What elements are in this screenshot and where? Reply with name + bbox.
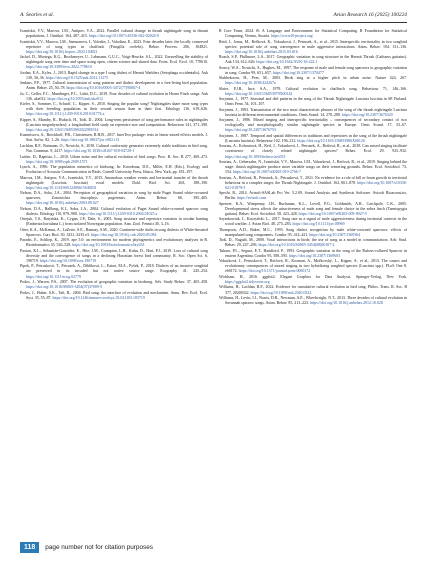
reference-doi-link[interactable]: https://doi.org/10.1163/156853979X00142 [225,90,293,96]
reference-entry [219,190,407,200]
reference-text: Ivanitskii, V.V., Marova, I.M., Samsonova, I., Volodin, I., Volodina, E., 2023. Four decades later: the locally conserved repertoire of song types in chaffinch (Fringilla coelebs). Behav. Process. 206, 104821. [20,38,208,49]
reference-doi-link[interactable]: https://doi.org/10.1098/rsos.190719 [39,257,97,263]
reference-text: Kiefer, S., Sommer, C., Scharff, C., Kipper, S., 2010. Singing the popular song? Nightingales share more song types with their breeding population in their second season than in their first. Ethology 116, 619–626. [20,101,208,112]
reference-entry [219,39,407,54]
reference-text: Lachlan, R.F., Ratmann, O., Nowicki, S., 2018. Cultural conformity generates extremely stable traditions in bird song. Nat. Commun. 9, 2417. [20,142,208,154]
reference-entry [20,117,208,132]
reference-text: Pipek, P., Petrusková, T., Petrusek, A., Diblíková, L., Eaton, M.A., Pyšek, P., 2018. Dialects of an invasive songbird are preserved in its invaded but not native source range. Ecography 41, 245–254. [20,263,208,274]
reference-entry [219,295,407,305]
reference-text: Paxton, K.L., Sebastián-González, E., Hite, J.M., Crampton, L.H., Kuhn, D., Hart, P.J., 2019. Loss of cultural song diversity and the convergence of songs in a declining Hawaiian forest bird community. R. Soc. Open Sci. 6, 190719. [20,247,208,263]
reference-text: Sorjonen, J., 1987. Temporal and spatial differences in traditions and repertoires in the song of the thrush nightingale (Luscinia luscinia). Behaviour 102, 196–212. [219,132,407,143]
reference-doi-link[interactable]: https://doi.org/10.1016/j.anbehav.2003.08.027 [26,200,99,206]
reference-text: Sorjonen, J., 1986. Mixed singing and interspecific territoriality – consequences of secondary contact of two ecologically and morphologically similar nightingale species in Europe. Ornis Scand. 17, 53–67. [219,117,407,128]
reference-text: Slabbekoorn, H., Peet, M., 2003. Birds sing at a higher pitch in urban noise. Nature 424, 267. [219,75,407,81]
reference-text: Nelson, D.A., Soha, J.A., 2004. Perception of geographical variation in song by male Puget Sound white-crowned sparrows, Zonotrichia leucophrys pugetensis. Anim. Behav. 68, 395–405. [20,190,208,201]
reference-text: Ju, C., Geller, F.C., Mundinger, P.C., Lahti, D.C., 2019. Four decades of cultural evolution in House Finch songs. Auk 136, ukz012. [20,90,208,101]
reference-entry [219,175,407,190]
reference-entry [20,164,208,174]
reference-text: Spencer, K.A., Wimpenny, J.H., Buchanan, K.L., Lovell, P.G., Goldsmith, A.R., Catchpole, C.K., 2005. Developmental stress affects the attractiveness of male song and female choice in the zebra finch (Taeniopygia guttata). Behav. Ecol. Sociobiol. 58, 423–428. [219,200,407,216]
reference-text: Kuznetsova, A., Brockhoff, P.B., Christensen, R.H.B., 2017. lmerTest package: tests in linear mixed effects models. J. Stat. Softw. 82, 1–26. [20,132,208,143]
reference-doi-link[interactable]: https://doi.org/10.2307/3676320 [341,111,393,117]
reference-doi-link[interactable]: https://doi.org/10.1016/0003-3472(77)90067-4 [66,85,141,91]
reference-entry [219,86,407,96]
reference-doi-link[interactable]: https://doi.org/10.1134/S0012496615040031 [26,184,97,190]
reference-text: Souriau, A., Reifová, R., Petrusek, A., Petrusková, T., 2021. No evidence for a role of bill or brain growth in territorial behaviour in a complex singer, the Thrush Nightingale. J. Ornithol. 162, 861–878. [219,174,407,185]
reference-text: Jenkins, P.F., 1977. Cultural transmission of song patterns and dialect development in a free-living bird population. Anim. Behav. 25, 50–78. [20,80,208,91]
references-body [20,28,407,533]
reference-doi-link[interactable]: https://doi.org/10.2307/1369603 [289,252,340,258]
reference-text: Todt, D., Naguib, M., 2000. Vocal interactions in birds: the use of song as a model in communication. Adv. Stud. Behav. 29, 247–296. [219,237,407,248]
reference-entry [20,101,208,116]
reference-text: Luther, D., Baptista, L., 2010. Urban noise and the cultural evolution of bird songs. Proc. R. Soc. B 277, 469–473. [20,153,208,159]
reference-entry [20,237,208,247]
reference-entry [20,80,208,90]
reference-text: Vokurková, J., Petrusková, T., Reifová, R., Kozman, A., Mořkovský, L., Kipper, S., et al., 2013. The causes and evolutionary consequences of mixed singing in two hybridizing songbird species (Luscinia spp.). PLoS One 8, e60172. [219,258,407,274]
reference-doi-link[interactable]: https://doi.org/10.1098/rstb.2020.0322 [250,289,312,295]
reference-entry [219,258,407,273]
reference-text: Searcy, W.A., Nowicki, S., Hughes, M., 1997. The response of male and female song sparrows to geographic variation in song. Condor 99, 651–657. [219,64,407,75]
reference-entry [20,154,208,164]
reference-doi-link[interactable]: https://doi.org/10.1016/j.beproc.2023.104821 [26,48,98,54]
header-journal: Avian Research 16 (2025) 100224 [333,12,407,18]
reference-entry [20,39,208,54]
reference-entry [20,263,208,278]
reference-entry [20,70,208,80]
reference-entry [219,96,407,106]
reference-text: Paradis, E., Schliep, K., 2019. ape 5.0: an environment for modern phylogenetics and evolutionary analyses in R. Bioinformatics 35, 526–528. [20,237,208,248]
reference-doi-link[interactable]: https://doi.org/10.1525/auk.2012.11275 [45,74,109,80]
reference-doi-link[interactable]: https://doi.org/10.1007/s10336-021-01879-5 [225,179,407,190]
reference-text: Marova, I.M., Antipov, V.A., Ivanitskii, V.V., 2015. Anomalous weather events and horizontal transfer of the thrush nightingale (Luscinia luscinia) vocal models. Dokl. Biol. Sci. 463, 188–190. [20,174,208,185]
reference-entry [20,91,208,101]
reference-text: Jordan, E.A., Kyles, J., 2013. Rapid change in a type I song dialect of Hermit Warblers (Setophaga occidentalis). Auk 130, 30–36. [20,69,208,80]
reference-entry [20,216,208,226]
reference-text: Wickham, H., 2016. ggplot2: Elegant Graphics for Data Analysis. Springer-Verlag, New York. [219,273,407,279]
reference-entry [20,206,208,216]
reference-text: Szymkowiak, J., Kuczyński, L., 2017. Song rate as a signal of male aggressiveness during territorial contests in the wood warbler. J. Avian Biol. 48, 275–283. [219,216,407,227]
reference-doi-link[interactable]: https://doi.org/10.2307/1370477 [272,69,324,75]
reference-entry [20,54,208,69]
reference-doi-link[interactable]: https://doi.org/10.1007/s10336-022-02024-0 [88,33,159,39]
reference-entry [219,107,407,117]
reference-entry [20,290,208,300]
reference-doi-link[interactable]: https://doi.org/10.1016/j.anbehav.2015.03.016 [225,48,298,54]
reference-text: Podos, J., Warren, P.S., 2007. The evolution of geographic variation in birdsong. Adv. Study Behav. 37, 403–458. [20,279,208,284]
reference-doi-link[interactable]: https://doi.org/10.1146/annurev.ecolsys.35.021103.105719 [52,294,145,300]
reference-doi-link[interactable]: https://doi.org/10.2307/3676753 [225,127,276,133]
reference-doi-link[interactable]: https://doi.org/10.1163/156853904322981914 [26,126,99,132]
reference-text: Sorjonen, J., 1977. Seasonal and diel patterns in the song of the Thrush Nightingale Luscinia luscinia in SE Finland. Ornis Fenn. 54, 101–107. [219,96,407,107]
reference-doi-link[interactable]: https://avisoft.com [236,195,267,201]
reference-doi-link[interactable]: https://doi.org/10.1016/j.cub.2020.05.084 [90,231,157,237]
reference-entry [219,65,407,75]
reference-text: Lynch, A., 1996. The population memetics of birdsong. In: Kroodsma, D.E., Miller, E.H. (Eds.), Ecology and Evolution of Acoustic Communication in Birds. Cornell University Press, Ithaca, New York, pp. 181–197. [20,164,208,175]
reference-doi-link[interactable]: https://doi.org/10.1111/j.1439-0310.2010.01774.x [26,111,105,117]
reference-text: Slater, P.J.B., Ince, S.A., 1979. Cultural evolution in chaffinch song. Behaviour 71, 146–166. [219,85,407,91]
reference-entry [219,159,407,174]
page-footer [20,540,153,554]
reference-doi-link[interactable]: https://doi.org/10.1111/jav.00969 [292,221,345,227]
reference-doi-link[interactable]: https://doi.org/10.1163/156853986X00126 [297,137,365,143]
reference-entry [20,175,208,190]
page-number-badge: 118 [20,542,39,553]
reference-entry [219,216,407,226]
reference-entry [219,28,407,38]
reference-text: Williams, H., Lachlan, R.F., 2022. Evidence for cumulative cultural evolution in bird song. Philos. Trans. R. Soc. B 377, 20200322. [219,284,407,295]
header-divider [20,22,407,23]
reference-text: Jackel, D., Mortega, K.G., Brockmeyer, U., Lehmann, G.U.C., Voigt-Heucke, S.L., 2022. Unravelling the stability of nightingale song over time and space using open, citizen science and shared data. Front. Ecol. Evol. 10, 778610. [20,54,208,65]
running-header [20,12,407,22]
reference-text: Roach, S.P., Phillmore, L.S., 2017. Geographic variation in song structure in the Hermit Thrush (Catharus guttatus). Auk 134, 612–626. [219,54,407,65]
header-authors: A. Searles et al. [20,12,54,18]
reference-doi-link[interactable]: https://doi.org/10.1007/s00265-019-2766-7 [232,169,302,175]
reference-doi-link[interactable]: https://doi.org/10.1093/bioinformatics/bty633 [72,242,145,248]
reference-doi-link[interactable]: https://doi.org/10.1111/ecog.02779 [26,273,81,279]
reference-entry [20,190,208,205]
reference-text: Thompson, A.D., Baker, M.C., 1993. Song dialect recognition by male white-crowned sparrows: effects of manipulated song components. Condor 95, 414–421. [219,226,407,237]
reference-text: Souriau, A., Kohoutová, H., Reif, J., Vokurková, J., Petrusek, A., Reifová, R., et al., 2018. Can mixed singing facilitate coexistence of closely related nightingale species? Behav. Ecol. 29, 925–932. [219,143,407,154]
reference-entry [219,117,407,132]
references-left-column [20,28,208,533]
reference-doi-link[interactable]: https://www.R-project.org/ [271,33,314,39]
reference-doi-link[interactable]: https://doi.org/10.1098/rspb.2009.1571 [26,158,88,164]
reference-doi-link[interactable]: https://doi.org/10.3389/fevo.2022.778610 [26,64,92,70]
reference-text: Kipper, S., Mundry, R., Hultsch, H., Todt, D., 2004. Long-term persistence of song performance rules in nightingales (Luscinia megarhynchos): a longitudinal field study on repertoire size and composition. Behaviour 141, 371–390. [20,116,208,127]
reference-entry [219,227,407,237]
reference-text: Ivanitskii, V.V., Marova, I.M., Antipov, V.A., 2022. Parallel cultural change in thrush nightingale song in distant populations. J. Ornithol. 164, 407–415. [20,28,208,39]
reference-doi-link[interactable]: https://doi.org/10.1016/S0065-3454(07)37009-5 [26,284,103,290]
reference-text: Specht, R., 2014. Avisoft-SASLab Pro Ver. 5.2.09. Sound Analysis and Synthesis Software. Avisoft Bioacoustics, Berlin. [219,190,407,201]
reference-entry [20,28,208,38]
reference-entry [219,284,407,294]
reference-entry [219,133,407,143]
reference-doi-link[interactable]: https://doi.org/10.1642/AUK-16-222.1 [256,59,318,65]
reference-doi-link[interactable]: https://doi.org/10.1111/j.1439-0310.2004.01025.x [78,210,158,216]
reference-text: Podos, J., Huber, S.K., Taft, B., 2004. Bird song: the interface of evolution and mechanism. Annu. Rev. Ecol. Evol. Syst. 35, 55–87. [20,289,208,300]
reference-text: Souriau, A., Geberzahn, N., Ivanitskii, V.V., Marova, I.M., Vokurková, J., Reifová, R., et al., 2019. Singing behind the stage: thrush nightingales produce more variable songs on their wintering grounds. Behav. Ecol. Sociobiol. 73, 154. [219,158,407,175]
reference-doi-link[interactable]: https://doi.org/10.1371/journal.pone.0060172 [238,268,311,274]
reference-text: Sorjonen, J., 1983. Transmission of the two most characteristic phrases of the song of the thrush nightingale Luscinia luscinia in different environmental conditions. Ornis Scand. 14, 278–288. [219,106,407,117]
reference-entry [219,274,407,284]
reference-text: Nelson, D.A., Hallberg, K.I., Soha, J.A., 2004. Cultural evolution of Puget Sound white-crowned sparrow song dialects. Ethology 110, 879–908. [20,205,208,216]
reference-entry [20,132,208,142]
references-right-column [219,28,407,533]
reference-doi-link[interactable]: https://doi.org/10.1093/auk/ukz012 [47,95,103,101]
reference-entry [219,143,407,158]
reference-doi-link[interactable]: https://ggplot2.tidyverse.org [225,279,270,284]
reference-entry [219,75,407,85]
reference-entry [20,279,208,289]
reference-text: Williams, H., Levin, I.I., Norris, D.R., Newman, A.E., Wheelwright, N.T., 2013. Three decades of cultural evolution in Savannah sparrow songs. Anim. Behav. 85, 213–223. [219,295,407,306]
reference-entry [20,248,208,263]
reference-text: Tubaro, P.L., Segura, E.T., Handford, P., 1993. Geographic variation in the song of the Rufous-collared Sparrow in eastern Argentina. Condor 95, 588–595. [219,247,407,258]
reference-doi-link[interactable]: https://doi.org/10.1007/s00265-005-0927-5 [298,210,367,216]
reference-doi-link[interactable]: https://doi.org/10.1016/S0065-3454(08)60107-2 [258,242,335,248]
reference-entry [219,237,407,247]
reference-text: Osiejuk, T.S., Ratyńska, K., Cygan, J.P., Dale, S., 2003. Song structure and repertoire variation in ortolan bunting (Emberiza hortulana L.) from isolated Norwegian population. Ann. Zool. Fennici 40, 3–16. [20,216,208,227]
reference-doi-link[interactable]: https://doi.org/10.1038/424267a [225,80,276,86]
reference-entry [219,201,407,216]
reference-doi-link[interactable]: https://doi.org/10.1093/beheco/ary053 [225,153,286,159]
reference-doi-link[interactable]: https://doi.org/10.2307/1369364 [309,231,361,237]
reference-entry [219,54,407,64]
reference-entry [20,143,208,153]
reference-entry [219,248,407,258]
footer-note: page number not for citation purposes [45,543,153,551]
reference-text: Otter, K.A., McKenna, A., LaZerte, S.E., Ramsay, S.M., 2020. Continent-wide shifts in song dialects of White-throated Sparrows. Curr. Biol. 30, 3231–3235.e3. [20,226,208,237]
reference-text: R Core Team, 2024. R: A Language and Environment for Statistical Computing. R Foundation for Statistical Computing, Vienna, Austria. [219,28,407,39]
reference-entry [20,227,208,237]
reference-doi-link[interactable]: https://doi.org/10.1016/j.anbehav.2012.10.028 [310,300,383,306]
reference-doi-link[interactable]: https://doi.org/10.1038/s41467-018-04728-1 [64,148,135,154]
reference-text: Reid, J., Jonas, M., Rečková, K., Vokurková, J., Petrusek, A., et al., 2015. Interspecific territoriality in two songbird species: potential role of song convergence in male aggressive interactions. Anim. Behav. 104, 131–136. [219,38,407,49]
reference-doi-link[interactable]: https://doi.org/10.18637/jss.v082.i13 [60,137,120,143]
